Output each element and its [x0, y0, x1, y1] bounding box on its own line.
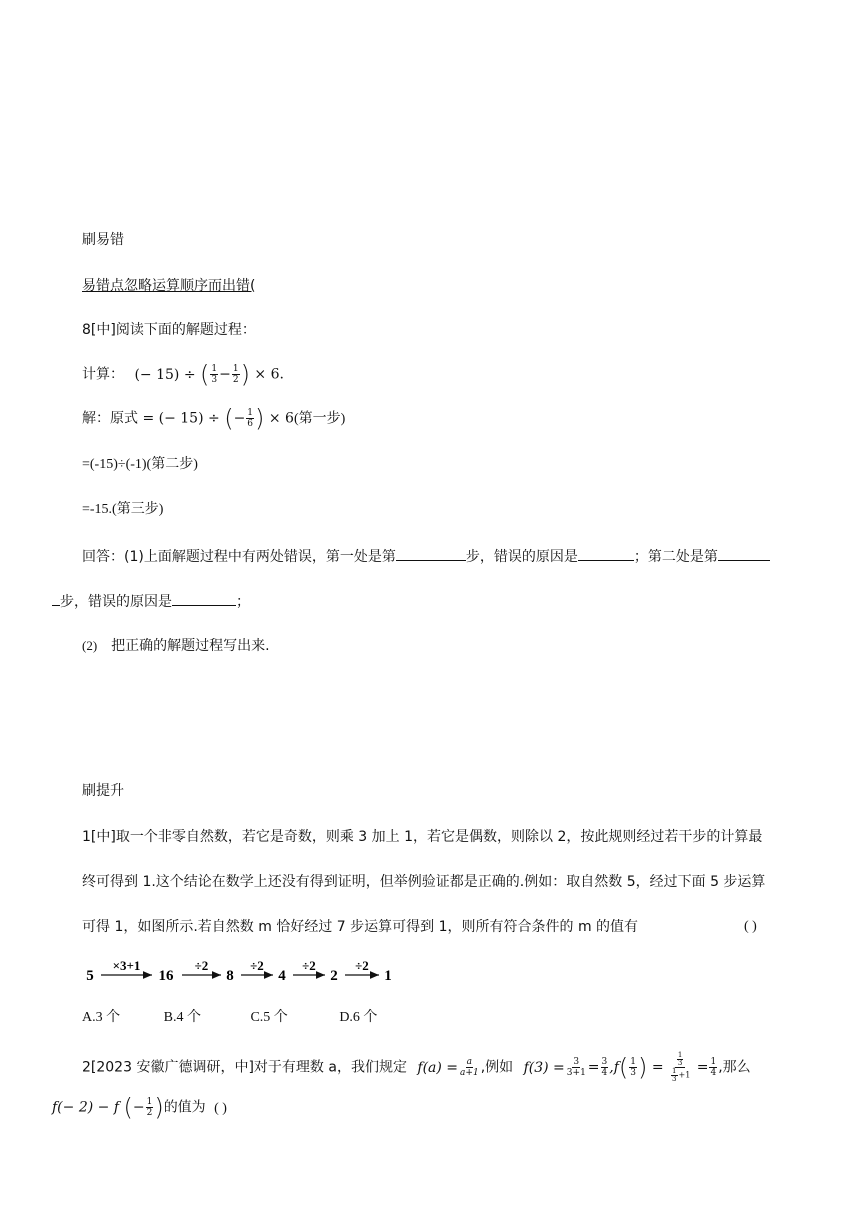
fraction-arg-1-over-3: $\frac{1}{3}$ — [630, 1057, 637, 1078]
calc-label: 计算： — [82, 366, 124, 383]
flow-op-label-0: ×3+1 — [112, 958, 141, 973]
section-heading-improve: 刷提升 — [82, 783, 124, 799]
calc-expr-right: × 6. — [254, 366, 284, 383]
compound-fraction: $\frac{1}{3}$ $\frac{1}{3}$ +1 — [672, 1051, 691, 1083]
question-1-line-3: 可得 1，如图所示.若自然数 m 恰好经过 7 步运算可得到 1，则所有符合条件的 m 的值有 ( ) — [82, 919, 757, 935]
answer-paren-q1[interactable]: ( ) — [744, 919, 757, 934]
answer-blank-3[interactable] — [718, 546, 770, 561]
option-c[interactable]: C.5 个 — [250, 1010, 288, 1025]
answer-blank-2[interactable] — [578, 546, 634, 561]
fraction-one-sixth: $\frac{1}{6}$ — [247, 408, 254, 429]
section-heading-mistakes: 刷易错 — [82, 232, 124, 248]
flow-op-label-1: ÷2 — [194, 958, 209, 973]
question-2-write: (2) 把正确的解题过程写出来. — [82, 638, 270, 654]
answer-blank-1[interactable] — [396, 546, 466, 561]
solution-expr: = (− 15) ÷ — [142, 410, 220, 427]
fraction-1-over-4: $\frac{1}{4}$ — [710, 1057, 717, 1078]
question-1-line-1: 1[中]取一个非零自然数，若它是奇数，则乘 3 加上 1，若它是偶数，则除以 2，按此规则经过若干步的计算最 — [82, 829, 763, 845]
question-1-line-2: 终可得到 1.这个结论在数学上还没有得到证明，但举例验证都是正确的.例如：取自然数 5，经过下面 5 步运算 — [82, 874, 766, 890]
question-2-line-2: f(− 2) − f (− $\frac{1}{2}$ )的值为 ( ) — [52, 1093, 227, 1122]
flow-op-label-3: ÷2 — [302, 958, 316, 973]
answer-line-2: 步，错误的原因是 ； — [52, 591, 250, 612]
flow-node-3: 4 — [278, 968, 286, 984]
answer-paren-q2[interactable]: ( ) — [214, 1100, 227, 1116]
flow-op-label-2: ÷2 — [250, 958, 264, 973]
option-b[interactable]: B.4 个 — [163, 1010, 201, 1025]
flow-node-2: 8 — [226, 968, 234, 984]
fraction-one-third: $\frac{1}{3}$ — [211, 364, 218, 385]
section-subheading: 易错点忽略运算顺序而出错( — [82, 278, 256, 294]
answer-blank-4[interactable] — [172, 591, 236, 606]
flow-node-5: 1 — [384, 968, 392, 984]
fraction-a-over-a-plus-1: $\frac{a}{a+1}$ — [460, 1057, 479, 1078]
step-three: =-15.(第三步) — [82, 502, 164, 517]
solution-label: 解：原式 — [82, 410, 143, 427]
fraction-3-over-4: $\frac{3}{4}$ — [601, 1057, 608, 1078]
fraction-neg-one-half: $\frac{1}{2}$ — [146, 1097, 153, 1118]
question-2-line-1: 2[2023 安徽广德调研，中]对于有理数 a，我们规定 f(a) = $\frac{a}{a+1}$ ,例如 f(3) = $\frac{3}{3+1}$ = $\frac{3}{4}$ ,f( $\frac{1}{3}$ ) = $\frac{1}{3}$ $\frac{1}{3}$ +1 = $\frac{1}{4}$ ,那么 — [82, 1051, 751, 1083]
step-two: =(-15)÷(-1)(第二步) — [82, 457, 198, 472]
flow-node-1: 16 — [158, 968, 174, 984]
answer-blank-3-cont[interactable] — [52, 591, 60, 606]
flow-node-4: 2 — [330, 968, 338, 984]
collatz-flow-diagram — [84, 954, 404, 988]
flow-node-0: 5 — [86, 968, 94, 984]
question-8-intro: 8[中]阅读下面的解题过程： — [82, 322, 256, 338]
answer-line-1: 回答：(1)上面解题过程中有两处错误，第一处是第 步，错误的原因是 ；第二处是第 — [82, 546, 770, 567]
calc-line: 计算： (− 15) ÷ ( $\frac{1}{3}$ − $\frac{1}{2}$ ) × 6. — [82, 360, 284, 389]
option-a[interactable]: A.3 个 — [82, 1010, 121, 1025]
fraction-3-over-3-plus-1: $\frac{3}{3+1}$ — [566, 1057, 586, 1078]
solution-line: 解：原式 = (− 15) ÷ (− $\frac{1}{6}$ ) × 6(第一步) — [82, 404, 346, 433]
fraction-one-half: $\frac{1}{2}$ — [232, 364, 239, 385]
options-row — [82, 1008, 377, 1028]
flow-op-label-4: ÷2 — [355, 958, 369, 973]
calc-expr-left: (− 15) ÷ — [134, 366, 196, 383]
option-d[interactable]: D.6 个 — [339, 1010, 378, 1025]
